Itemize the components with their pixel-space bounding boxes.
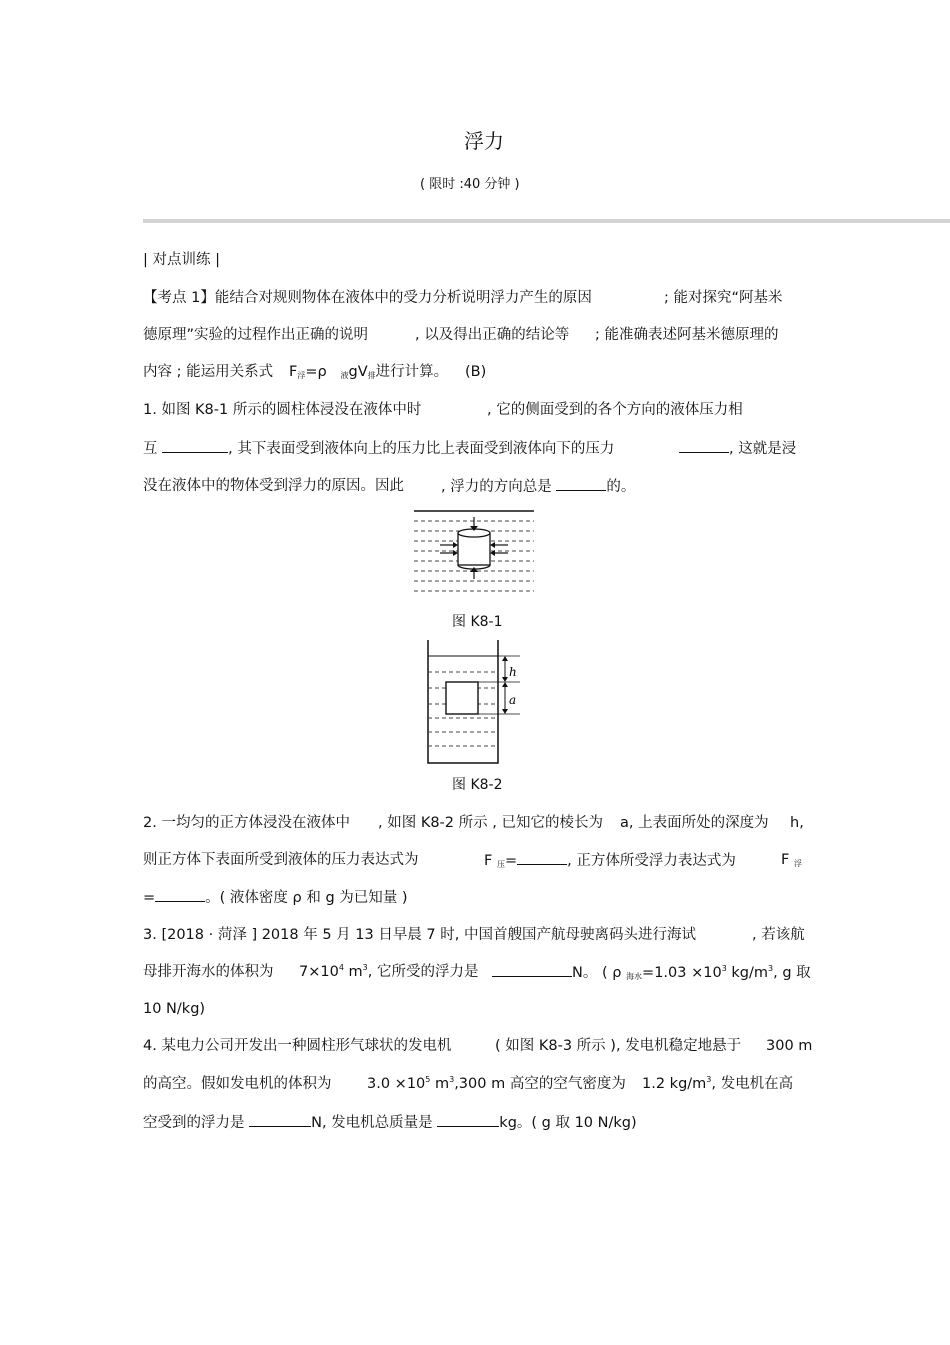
q4-vol: 3.0 ×10 — [367, 1076, 426, 1092]
q3-line2-vol — [299, 962, 478, 982]
q3-l2g-exp: 3 — [768, 964, 774, 973]
q2-line1d: h, — [790, 815, 804, 831]
figure-k8-2 — [424, 638, 526, 766]
q1-line1a: 1. 如图 K8-1 所示的圆柱体浸没在液体中时 — [143, 402, 422, 418]
q3-vol-exp: 4 — [338, 963, 344, 972]
kaodian-line1b: ; 能对探究“阿基米 — [664, 290, 783, 306]
q4-l2f: , 发电机在高 — [711, 1076, 794, 1092]
q2-line1b: , 如图 K8-2 所示 , 已知它的棱长为 — [378, 815, 603, 831]
q1-l3c: 的。 — [606, 479, 636, 495]
q4-density-exp: 3 — [706, 1075, 712, 1084]
q3-l2e: N。 ( ρ — [572, 965, 622, 981]
header-divider — [143, 219, 950, 223]
figure-k8-2-caption: 图 K8-2 — [452, 777, 503, 793]
q1-line2c — [679, 438, 796, 459]
formula-eq: =ρ — [305, 364, 327, 380]
q4-blank2[interactable] — [437, 1112, 499, 1127]
q2-F: F — [484, 853, 493, 869]
q4-line2a: 的高空。假如发电机的体积为 — [143, 1076, 332, 1092]
q2-line1c: a, 上表面所处的深度为 — [620, 815, 769, 831]
q3-l2f: =1.03 ×10 — [642, 965, 722, 981]
q4-vol-exp: 5 — [425, 1075, 431, 1084]
q4-line1a: 4. 某电力公司开发出一种圆柱形气球状的发电机 — [143, 1038, 452, 1054]
q4-unit-exp: 3 — [449, 1075, 455, 1084]
q4-l3a: 空受到的浮力是 — [143, 1115, 245, 1131]
formula-F: F — [289, 364, 298, 380]
figure-k8-1 — [410, 507, 536, 603]
q3-line2-answer — [492, 962, 811, 987]
kaodian-line3a: 内容 ; 能运用关系式 — [143, 364, 274, 380]
kaodian-line2c: ; 能准确表述阿基米德原理的 — [595, 327, 779, 343]
q1-blank1[interactable] — [162, 438, 228, 453]
q1-blank3[interactable] — [556, 476, 606, 491]
q4-unit: m — [430, 1076, 450, 1092]
q1-line1b: , 它的侧面受到的各个方向的液体压力相 — [487, 402, 743, 418]
q4-blank1[interactable] — [249, 1112, 311, 1127]
q3-line3: 10 N/kg) — [143, 1001, 206, 1017]
formula-tail: 进行计算。 — [375, 364, 449, 380]
q4-density: 1.2 kg/m — [642, 1076, 707, 1092]
figure-k8-1-caption: 图 K8-1 — [452, 614, 503, 630]
q4-line3 — [143, 1112, 637, 1133]
q3-unit-exp: 3 — [362, 963, 368, 972]
q1-blank2[interactable] — [679, 438, 729, 453]
q3-blank[interactable] — [492, 962, 572, 977]
q4-l2d: ,300 m 高空的空气密度为 — [454, 1076, 626, 1092]
kaodian-line2a: 德原理”实验的过程作出正确的说明 — [143, 327, 369, 343]
formula-sub-fu: 浮 — [297, 371, 306, 380]
q3-vol: 7×10 — [299, 964, 339, 980]
q2-sub-fu: 浮 — [793, 859, 802, 868]
q2-l3b: 。( 液体密度 ρ 和 g 为已知量 ) — [205, 890, 408, 906]
q3-line2a: 母排开海水的体积为 — [143, 964, 274, 980]
q1-l2b: , 其下表面受到液体向上的压力比上表面受到液体向下的压力 — [228, 441, 615, 457]
q2-line2a: 则正方体下表面所受到液体的压力表达式为 — [143, 852, 419, 868]
q3-l2f-exp: 3 — [721, 964, 727, 973]
q4-l3c: kg。( g 取 10 N/kg) — [499, 1115, 637, 1131]
q1-l2a: 互 — [143, 441, 158, 457]
q2-line2-F2 — [781, 850, 802, 874]
q3-l2d: , 它所受的浮力是 — [367, 964, 479, 980]
q3-l2h: , g 取 — [773, 965, 811, 981]
q2-line1a: 2. 一均匀的正方体浸没在液体中 — [143, 815, 350, 831]
time-limit: ( 限时 :40 分钟 ) — [420, 177, 520, 192]
page-title: 浮力 — [464, 129, 504, 153]
q1-l3b: , 浮力的方向总是 — [441, 479, 552, 495]
q3-line1a: 3. [2018 · 菏泽 ] 2018 年 5 月 13 日早晨 7 时, 中国首艘国产航母驶离码头进行海试 — [143, 927, 696, 943]
q2-l3a: = — [143, 890, 156, 906]
q2-line2-formula — [484, 850, 736, 875]
q2-line3 — [143, 887, 408, 908]
q4-line2-vol — [367, 1074, 626, 1094]
level-tag: (B) — [465, 364, 487, 380]
q2-sub-ya: 压 — [496, 860, 505, 869]
q3-line1b: , 若该航 — [752, 927, 805, 943]
kaodian-line1: 【考点 1】能结合对规则物体在液体中的受力分析说明浮力产生的原因 — [143, 290, 592, 306]
q4-line2-density — [642, 1074, 793, 1094]
formula-sub-ye: 液 — [340, 371, 349, 380]
q3-unit: m — [343, 964, 363, 980]
q1-line3b — [441, 476, 635, 497]
label-a: a — [509, 693, 517, 707]
q4-line1c: 300 m — [766, 1038, 813, 1054]
q1-line2 — [143, 438, 614, 459]
q2-F2: F — [781, 852, 790, 868]
formula — [289, 362, 448, 386]
label-h: h — [509, 665, 517, 679]
formula-gV: gV — [348, 364, 368, 380]
q2-blank1[interactable] — [517, 850, 567, 865]
q3-l2g: kg/m — [726, 965, 769, 981]
kaodian-line2b: , 以及得出正确的结论等 — [415, 327, 570, 343]
q2-eq: = — [504, 853, 518, 869]
section-label: | 对点训练 | — [143, 252, 220, 268]
q3-sub-hs: 海水 — [626, 972, 643, 981]
q2-l2b: , 正方体所受浮力表达式为 — [567, 853, 736, 869]
q4-l3b: N, 发电机总质量是 — [311, 1115, 433, 1131]
q1-l2c: , 这就是浸 — [729, 441, 797, 457]
q2-blank2[interactable] — [155, 887, 205, 902]
q1-line3a: 没在液体中的物体受到浮力的原因。因此 — [143, 478, 404, 494]
q4-line1b: ( 如图 K8-3 所示 ), 发电机稳定地悬于 — [495, 1038, 742, 1054]
formula-sub-pai: 排 — [367, 371, 376, 380]
